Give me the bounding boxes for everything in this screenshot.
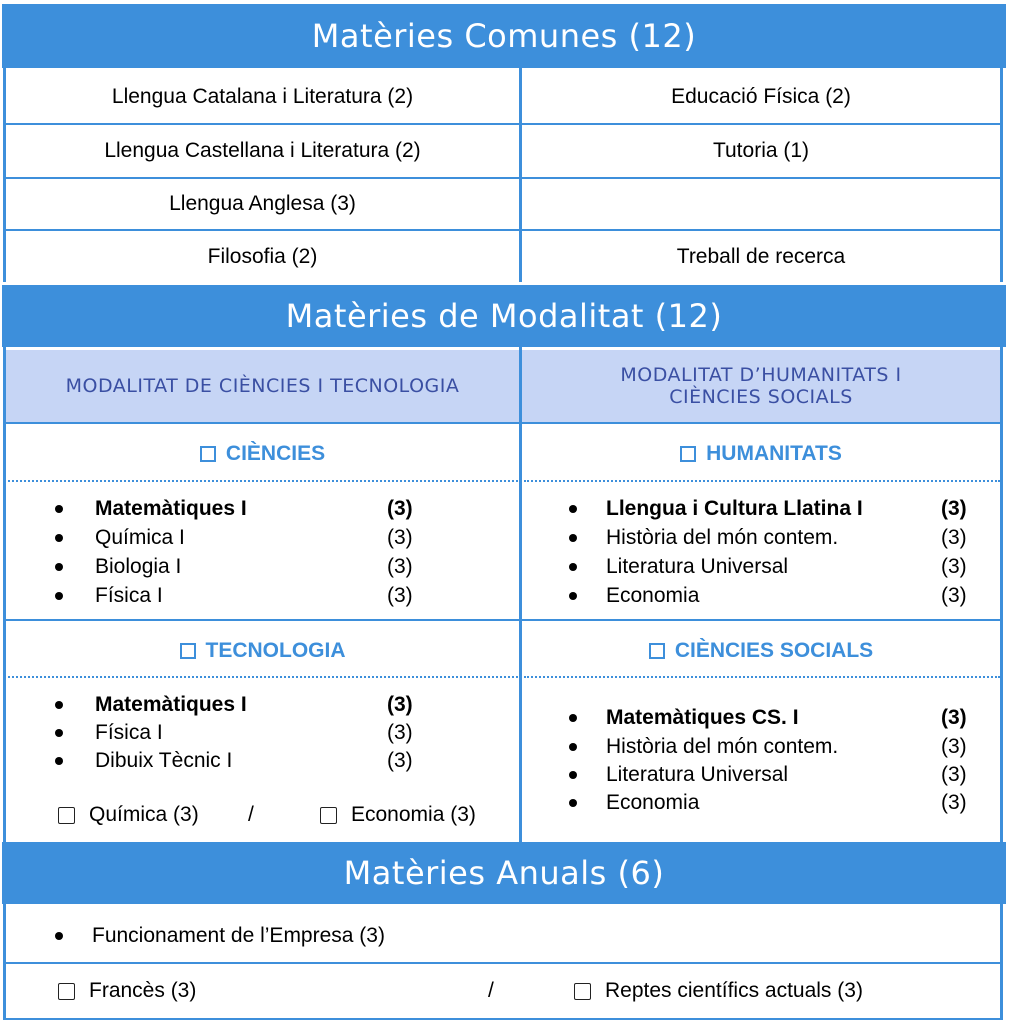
group-label: TECNOLOGIA (205, 639, 346, 662)
item-name: Química I (95, 526, 185, 549)
item-name: Física I (95, 721, 163, 744)
item-name: Història del món contem. (606, 735, 839, 758)
item-credits: (3) (941, 584, 967, 607)
list-item (569, 494, 999, 523)
bullet-icon (55, 534, 63, 542)
list-item (55, 746, 505, 775)
option-label: Química (3) (89, 803, 199, 826)
group-label: CIÈNCIES SOCIALS (674, 639, 874, 662)
checkbox-icon (680, 446, 696, 462)
comunes-right-1: Educació Física (2) (671, 84, 851, 108)
checkbox-icon (200, 446, 216, 462)
group-ciencies (6, 437, 519, 471)
dotted-separator (8, 676, 518, 678)
option-separator: / (248, 803, 254, 826)
comunes-left-2: Llengua Castellana i Literatura (2) (104, 139, 421, 162)
list-item (569, 523, 999, 552)
option-separator: / (488, 979, 494, 1002)
item-name: Literatura Universal (606, 763, 789, 786)
bullet-icon (569, 743, 577, 751)
item-name: Matemàtiques I (95, 693, 247, 716)
list-item (55, 494, 505, 523)
bullet-icon (569, 714, 577, 722)
bullet-icon (55, 592, 63, 600)
bullet-icon (569, 534, 577, 542)
bullet-icon (569, 592, 577, 600)
item-credits: (3) (387, 497, 413, 520)
item-name: Literatura Universal (606, 555, 789, 578)
item-name: Funcionament de l’Empresa (3) (92, 924, 385, 947)
group-humanitats (522, 437, 1000, 471)
comunes-right-3 (522, 179, 1000, 229)
checkbox-icon[interactable] (58, 807, 75, 824)
comunes-title: Matèries Comunes (12) (2, 4, 1006, 68)
group-label: CIÈNCIES (225, 442, 326, 465)
comunes-right-2: Tutoria (1) (712, 139, 810, 162)
row-divider (6, 422, 1000, 424)
list-item (55, 523, 505, 552)
row-divider (6, 619, 1000, 621)
checkbox-icon (649, 643, 665, 659)
dotted-separator (524, 676, 1000, 678)
item-name: Matemàtiques I (95, 497, 247, 520)
row-divider (6, 962, 1000, 964)
item-credits: (3) (387, 584, 413, 607)
row-divider (6, 1018, 1000, 1020)
comunes-right-4: Treball de recerca (676, 244, 846, 268)
bullet-icon (55, 563, 63, 571)
comunes-left-1: Llengua Catalana i Literatura (2) (111, 84, 414, 108)
item-credits: (3) (387, 721, 413, 744)
bullet-icon (569, 771, 577, 779)
item-name: Dibuix Tècnic I (95, 749, 233, 772)
option-label: Reptes científics actuals (3) (605, 979, 863, 1002)
item-credits: (3) (941, 555, 967, 578)
checkbox-icon (180, 643, 196, 659)
comunes-left-3: Llengua Anglesa (3) (169, 192, 356, 215)
item-name: Economia (606, 791, 700, 814)
item-name: Matemàtiques CS. I (606, 706, 799, 729)
list-item (55, 552, 505, 581)
list-item (569, 552, 999, 581)
item-credits: (3) (387, 693, 413, 716)
list-item (55, 718, 505, 747)
item-credits: (3) (941, 735, 967, 758)
list-item (569, 581, 999, 610)
option-label: Economia (3) (351, 803, 476, 826)
list-item (55, 690, 505, 719)
bullet-icon (569, 563, 577, 571)
item-credits: (3) (941, 791, 967, 814)
modalitat-title: Matèries de Modalitat (12) (2, 285, 1006, 347)
option-economia[interactable] (320, 800, 476, 830)
item-credits: (3) (387, 555, 413, 578)
item-credits: (3) (387, 749, 413, 772)
bullet-icon (55, 701, 63, 709)
comunes-left-4: Filosofia (2) (207, 244, 318, 268)
checkbox-icon[interactable] (58, 983, 75, 1000)
checkbox-icon[interactable] (320, 807, 337, 824)
group-label: HUMANITATS (706, 442, 842, 465)
bullet-icon (569, 505, 577, 513)
list-item (569, 788, 999, 817)
item-credits: (3) (941, 526, 967, 549)
group-tecnologia (6, 634, 519, 668)
list-item (55, 581, 505, 610)
option-frances[interactable] (58, 976, 196, 1006)
list-item (55, 921, 655, 950)
bullet-icon (55, 757, 63, 765)
dotted-separator (524, 480, 1000, 482)
item-name: Física I (95, 584, 163, 607)
list-item (569, 760, 999, 789)
item-name: Biologia I (95, 555, 182, 578)
heading-humanitats-socials: MODALITAT D’HUMANITATS I CIÈNCIES SOCIALS (522, 350, 1000, 422)
item-name: Història del món contem. (606, 526, 839, 549)
option-quimica[interactable] (58, 800, 199, 830)
option-reptes[interactable] (574, 976, 863, 1006)
bullet-icon (55, 505, 63, 513)
list-item (569, 703, 999, 732)
bullet-icon (55, 932, 63, 940)
item-name: Economia (606, 584, 700, 607)
item-name: Llengua i Cultura Llatina I (606, 497, 863, 520)
list-item (569, 732, 999, 761)
group-ciencies-socials (522, 634, 1000, 668)
item-credits: (3) (941, 706, 967, 729)
checkbox-icon[interactable] (574, 983, 591, 1000)
item-credits: (3) (941, 497, 967, 520)
bullet-icon (55, 729, 63, 737)
option-label: Francès (3) (89, 979, 197, 1002)
heading-ciencies-tecnologia: MODALITAT DE CIÈNCIES I TECNOLOGIA (6, 350, 519, 422)
bullet-icon (569, 799, 577, 807)
item-credits: (3) (941, 763, 967, 786)
dotted-separator (8, 480, 518, 482)
item-credits: (3) (387, 526, 413, 549)
anuals-title: Matèries Anuals (6) (2, 842, 1006, 904)
